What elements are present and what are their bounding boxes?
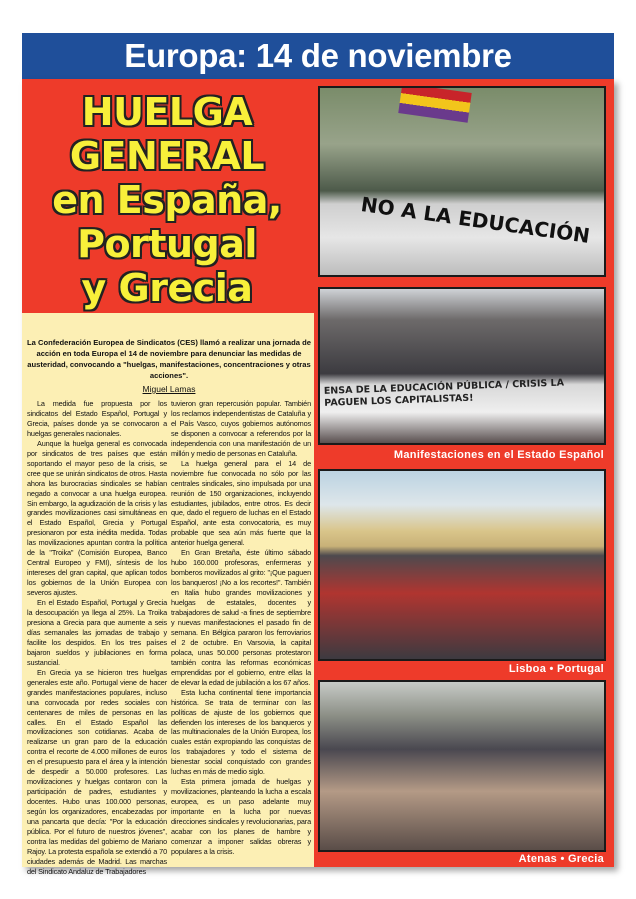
- headline-line: HUELGA: [81, 90, 253, 134]
- protest-banner-text: ENSA DE LA EDUCACIÓN PÚBLICA / CRISIS LA PAGUEN LOS CAPITALISTAS!: [323, 377, 565, 409]
- headline-line: y Grecia: [81, 266, 253, 310]
- paragraph: En Gran Bretaña, éste último sábado hubo 160.000 profesoras, enfermeras y bomberos movilizados al grito: "¡Que paguen los banqueros! ¡No a los recortes!". También en Italia hubo grandes movilizaciones y huelgas de estatales, docentes y trabajadores de salud -a fines de septiembre y nuevas manifestaciones el pasado fin de semana. En Bélgica pararon los ferroviarios el 2 de octubre. En Varsovia, la capital polaca, unas 50.000 personas protestaron también contra las reformas económicas emprendidas por el gobierno, entre ellas la de elevar la edad de jubilación a los 67 años.: [171, 548, 311, 687]
- photo-athens-protest: [318, 680, 606, 852]
- headline-line: en España,: [52, 178, 282, 222]
- article-lead: La Confederación Europea de Sindicatos (CES) llamó a realizar una jornada de acción en toda Europa el 14 de noviembre para denunciar las medidas de austeridad, convocando a "huelgas, manifestaciones, concentraciones y otras acciones".: [27, 338, 311, 380]
- paragraph: tuvieron gran repercusión popular. También los reclamos independentistas de Cataluña y el País Vasco, cuyos gobiernos autónomos se disponen a convocar a referendos por la independencia con una manifestación de un millón y medio de personas en Cataluña.: [171, 399, 311, 458]
- paragraph: La huelga general para el 14 de noviembre fue convocada no sólo por las centrales sindicales, sino impulsada por una reunión de 150 organizaciones, incluyendo estudiantes, jubilados, entre otros. Es decir que, dado el reguero de luchas en el Estado Español, ante esta convocatoria, es muy probable que sea aún más fuerte que la anterior huelga general.: [171, 458, 311, 548]
- republican-flag: [398, 86, 471, 123]
- article-columns: [27, 399, 311, 877]
- paragraph: En el Estado Español, Portugal y Grecia la desocupación ya llega al 25%. La Troika presiona a Grecia para que aumente a seis días semanales las jornadas de trabajo y facilite los despidos. En los tres países bajaron sueldos y jubilaciones en forma sustancial.: [27, 598, 167, 667]
- paragraph: Esta primera jornada de huelgas y movilizaciones, planteando la lucha a escala europea, es un paso adelante muy importante en la lucha por nuevas direcciones sindicales y revolucionarias, para acabar con los planes de hambre y comenzar a imponer salidas obreras y populares a la crisis.: [171, 777, 311, 856]
- protest-banner-text: NO A LA EDUCACIÓN: [359, 192, 592, 248]
- photo-education-march: [318, 287, 606, 445]
- article-column-1: [27, 399, 167, 877]
- photo-lisbon-protest: [318, 469, 606, 661]
- headline-line: Portugal: [77, 222, 257, 266]
- paragraph: Esta lucha continental tiene importancia histórica. Se trata de terminar con las políticas de ajuste de los gobiernos que defienden los intereses de los banqueros y las multinacionales de la Unión Europea, los cuales están expropiando las conquistas de los trabajadores y todo el sistema de bienestar social conquistado con grandes luchas en más de medio siglo.: [171, 687, 311, 777]
- section-header: Europa: 14 de noviembre: [22, 33, 614, 79]
- paragraph: Aunque la huelga general es convocada por sindicatos de tres países que están soportando el mayor peso de la crisis, se cree que se unirán sindicatos de otros. Hasta ahora las burocracias sindicales se habían negado a convocar a una huelga europea. Sin embargo, la agudización de la crisis y las grandes movilizaciones casi simultáneas en el Estado Español, Grecia y Portugal presionaron por esta inédita medida. Todas las movilizaciones apuntan contra la política de la "Troika" (Comisión Europea, Banco Central Europeo y FMI), síntesis de los intereses del gran capital, que aplican todos los gobiernos de la Unión Europea con severos ajustes.: [27, 438, 167, 598]
- paragraph: La medida fue propuesta por los sindicatos del Estado Español, Portugal y Grecia, países donde ya se convocaron a huelgas generales nacionales.: [27, 399, 167, 438]
- photo-caption: Atenas • Grecia: [518, 853, 604, 865]
- photo-madrid-protest: [318, 86, 606, 277]
- photo-caption: Lisboa • Portugal: [508, 663, 604, 675]
- headline-line: GENERAL: [69, 134, 265, 178]
- photo-caption: Manifestaciones en el Estado Español: [393, 449, 604, 461]
- article-column-2: [171, 399, 311, 877]
- headline: [22, 90, 312, 312]
- article: [27, 337, 311, 877]
- article-author: Miguel Lamas: [142, 384, 196, 394]
- paragraph: En Grecia ya se hicieron tres huelgas generales este año. Portugal viene de hacer grandes manifestaciones populares, incluso una convocada por redes sociales con centenares de miles de personas en las calles. En el Estado Español las movilizaciones son cotidianas. Acaba de realizarse un gran paro de la educación contra el recorte de 4.000 millones de euros en el presupuesto para el área y la intención de despedir a 50.000 profesores. Las movilizaciones y huelgas contaron con la participación de padres, estudiantes y docentes. Hubo unas 100.000 personas, según los organizadores, encabezadas por una pancarta que decía: "Por la educación pública. Por el futuro de nuestros jóvenes", contra las medidas del gobierno de Mariano Rajoy. La protesta española se extendió a 70 ciudades además de Madrid. Las marchas del Sindicato Andaluz de Trabajadores: [27, 667, 167, 876]
